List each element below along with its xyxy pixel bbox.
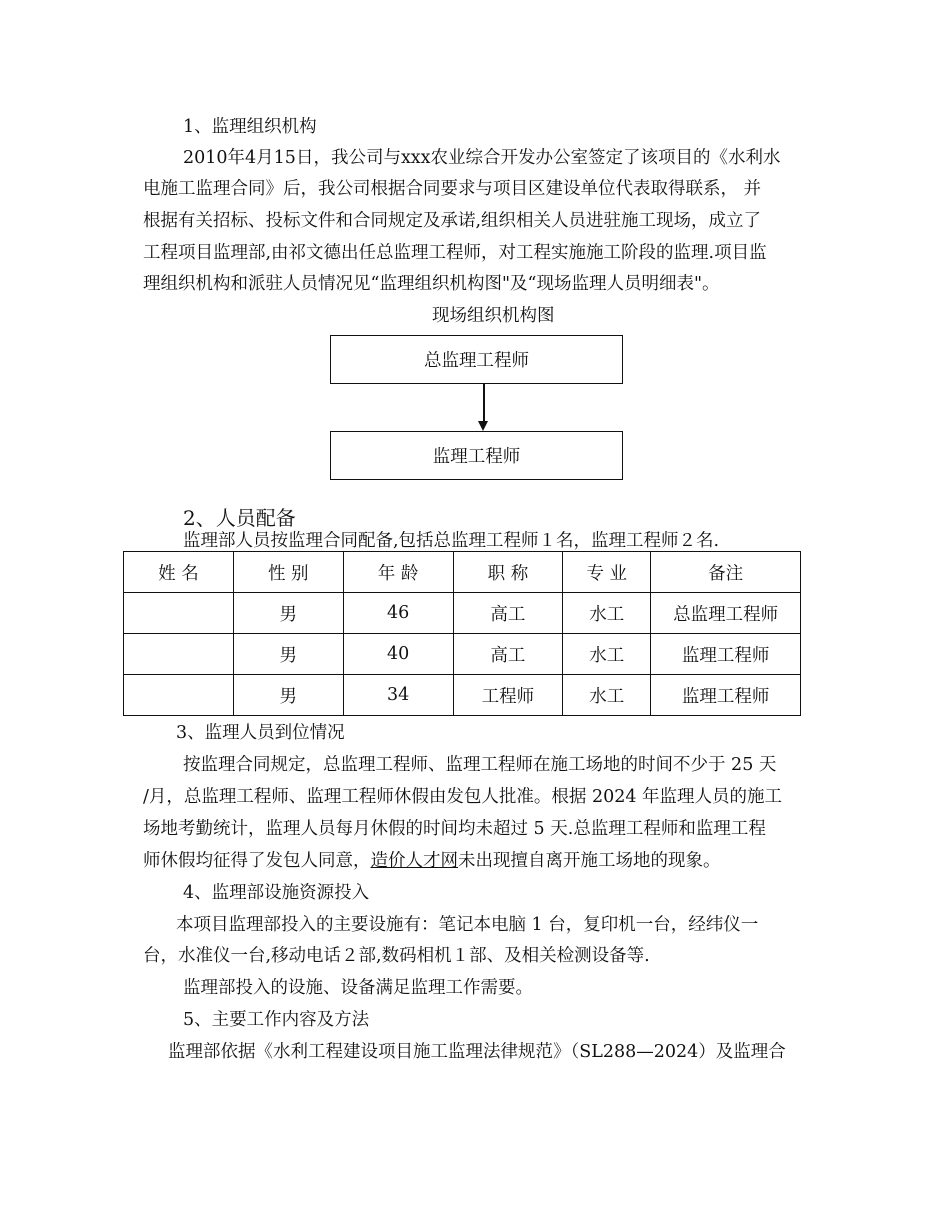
section-3-line-4-start: 师休假均征得了发包人同意， <box>143 851 371 871</box>
cell-gender: 男 <box>233 634 343 675</box>
section-4-heading: 4、监理部设施资源投入 <box>183 883 370 903</box>
header-name: 姓 名 <box>124 552 234 593</box>
cell-name <box>124 634 234 675</box>
cell-age: 46 <box>343 593 453 634</box>
header-title: 职 称 <box>453 552 563 593</box>
cell-title: 高工 <box>453 634 563 675</box>
cell-name <box>124 593 234 634</box>
org-chart-bottom-box-label: 监理工程师 <box>432 447 521 467</box>
header-specialty: 专 业 <box>563 552 651 593</box>
header-gender: 性 别 <box>233 552 343 593</box>
section-4-extra: 监理部投入的设施、设备满足监理工作需要。 <box>183 978 533 998</box>
cell-specialty: 水工 <box>563 634 651 675</box>
section-1-line-4: 工程项目监理部,由祁文德出任总监理工程师，对工程实施施工阶段的监理.项目监 <box>143 243 767 263</box>
section-3-line-4 <box>143 850 721 872</box>
section-3-line-1: 按监理合同规定，总监理工程师、监理工程师在施工场地的时间不少于 25 天 <box>183 755 777 775</box>
section-1-line-3: 根据有关招标、投标文件和合同规定及承诺,组织相关人员进驻施工现场，成立了 <box>143 211 762 231</box>
cell-gender: 男 <box>233 593 343 634</box>
cell-remarks: 监理工程师 <box>651 634 801 675</box>
section-4-line-2: 台，水准仪一台,移动电话２部,数码相机１部、及相关检测设备等. <box>143 946 650 966</box>
org-chart-bottom-box <box>330 431 623 480</box>
cell-title: 高工 <box>453 593 563 634</box>
staff-table <box>123 551 801 716</box>
section-1-line-1: 2010年4月15日，我公司与xxx农业综合开发办公室签定了该项目的《水利水 <box>183 148 781 168</box>
org-chart-top-box <box>330 335 623 384</box>
section-3-line-4-end: 未出现擅自离开施工场地的现象。 <box>458 851 721 871</box>
section-1-line-2: 电施工监理合同》后，我公司根据合同要求与项目区建设单位代表取得联系， 并 <box>143 179 762 199</box>
cell-gender: 男 <box>233 675 343 716</box>
section-2-heading: 2、人员配备 <box>183 506 296 530</box>
source-link[interactable]: 造价人才网 <box>370 851 458 871</box>
cell-name <box>124 675 234 716</box>
table-header-row <box>124 552 801 593</box>
table-row <box>124 634 801 675</box>
arrow-down-icon <box>478 421 488 431</box>
org-chart-title: 现场组织机构图 <box>432 306 555 326</box>
section-3-heading: 3、监理人员到位情况 <box>176 723 345 743</box>
section-2-intro: 监理部人员按监理合同配备,包括总监理工程师１名，监理工程师２名. <box>183 531 720 551</box>
section-3-line-2: /月，总监理工程师、监理工程师休假由发包人批准。根据 2024 年监理人员的施工 <box>143 787 783 807</box>
section-5-line-1: 监理部依据《水利工程建设项目施工监理法律规范》（SL288—2024）及监理合 <box>168 1042 786 1062</box>
cell-specialty: 水工 <box>563 675 651 716</box>
org-chart-top-box-label: 总监理工程师 <box>424 351 529 371</box>
section-5-heading: 5、主要工作内容及方法 <box>183 1010 370 1030</box>
header-remarks: 备注 <box>651 552 801 593</box>
section-1-heading: 1、监理组织机构 <box>183 117 317 137</box>
table-row <box>124 593 801 634</box>
section-3-line-3: 场地考勤统计，监理人员每月休假的时间均未超过 5 天.总监理工程师和监理工程 <box>143 819 766 839</box>
cell-specialty: 水工 <box>563 593 651 634</box>
cell-title: 工程师 <box>453 675 563 716</box>
cell-age: 34 <box>343 675 453 716</box>
org-chart-connector <box>483 384 485 424</box>
cell-age: 40 <box>343 634 453 675</box>
cell-remarks: 总监理工程师 <box>651 593 801 634</box>
section-1-line-5: 理组织机构和派驻人员情况见“监理组织机构图"及“现场监理人员明细表"。 <box>143 274 720 294</box>
table-row <box>124 675 801 716</box>
cell-remarks: 监理工程师 <box>651 675 801 716</box>
section-4-line-1: 本项目监理部投入的主要设施有：笔记本电脑 1 台，复印机一台，经纬仪一 <box>176 915 759 935</box>
header-age: 年 龄 <box>343 552 453 593</box>
